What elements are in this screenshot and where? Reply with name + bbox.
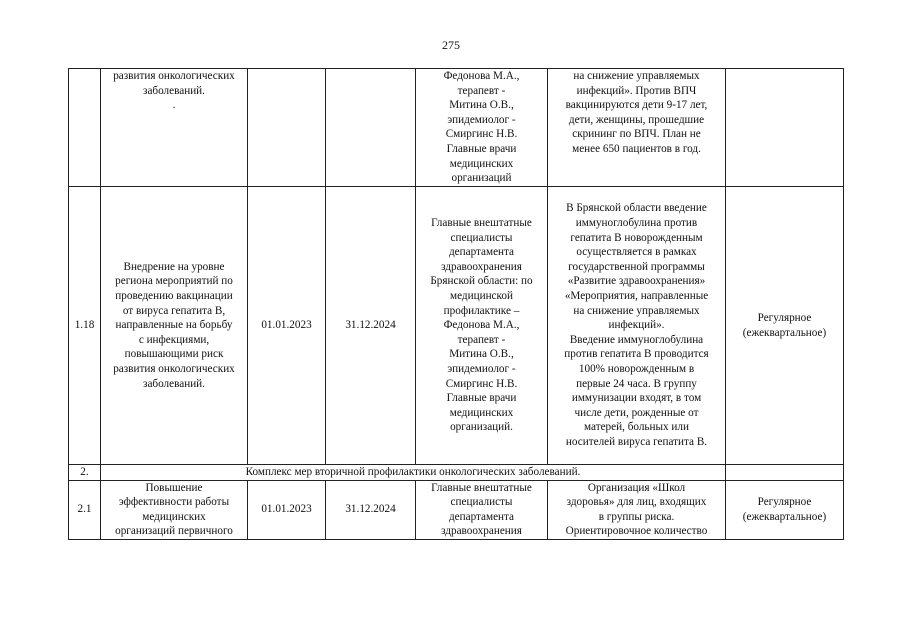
measures-table [68,68,844,540]
row-number: 1.18 [69,187,101,465]
start-date: 01.01.2023 [248,480,326,539]
executors-cell: Главные внештатные специалисты департамента здравоохранения Брянской области: по медицинской профилактике – Федонова М.А., терапевт - Митина О.В., эпидемиолог - Смиргинс Н.В. Главные врачи медицинских организаций. [416,187,548,465]
measure-name-cell [101,69,248,187]
start-date: 01.01.2023 [248,187,326,465]
end-date: 31.12.2024 [326,187,416,465]
end-date: 31.12.2024 [326,480,416,539]
stray-mark: . [172,99,176,112]
executors-cell: Федонова М.А., терапевт - Митина О.В., эпидемиолог - Смиргинс Н.В. Главные врачи медицинских организаций [416,69,548,187]
section-title: Комплекс мер вторичной профилактики онкологических заболеваний. [101,465,726,481]
result-cell: В Брянской области введение иммуноглобулина против гепатита В новорожденным осуществляется в рамках государственной программы «Развитие здравоохранения» «Мероприятия, направленные на снижение управляемых инфекций». Введение иммуноглобулина против гепатита В проводится 100% новорожденным в первые 24 часа. В группу иммунизации входят, в том числе дети, рожденные от матерей, больных или носителей вируса гепатита В. [548,187,726,465]
table-row-2-1 [69,480,844,539]
periodicity: Регулярное (ежеквартальное) [726,187,844,465]
measure-name: развития онкологических заболеваний. [113,70,235,97]
measure-name: Повышение эффективности работы медицинских организаций первичного [101,480,248,539]
periodicity: Регулярное (ежеквартальное) [726,480,844,539]
measure-name: Внедрение на уровне региона мероприятий по проведению вакцинации от вируса гепатита В, направленные на борьбу с инфекциями, повышающими риск развития онкологических заболеваний. [101,187,248,465]
row-number: 2.1 [69,480,101,539]
result-cell: Организация «Школ здоровья» для лиц, входящих в группы риска. Ориентировочное количество [548,480,726,539]
table-row-section-2 [69,465,844,481]
result-cell: на снижение управляемых инфекций». Против ВПЧ вакцинируются дети 9-17 лет, дети, женщины, прошедшие скрининг по ВПЧ. План не менее 650 пациентов в год. [548,69,726,187]
table-row-1-18 [69,187,844,465]
page-number: 275 [442,38,460,52]
table-row-continued [69,69,844,187]
section-number: 2. [69,465,101,481]
executors-cell: Главные внештатные специалисты департамента здравоохранения [416,480,548,539]
